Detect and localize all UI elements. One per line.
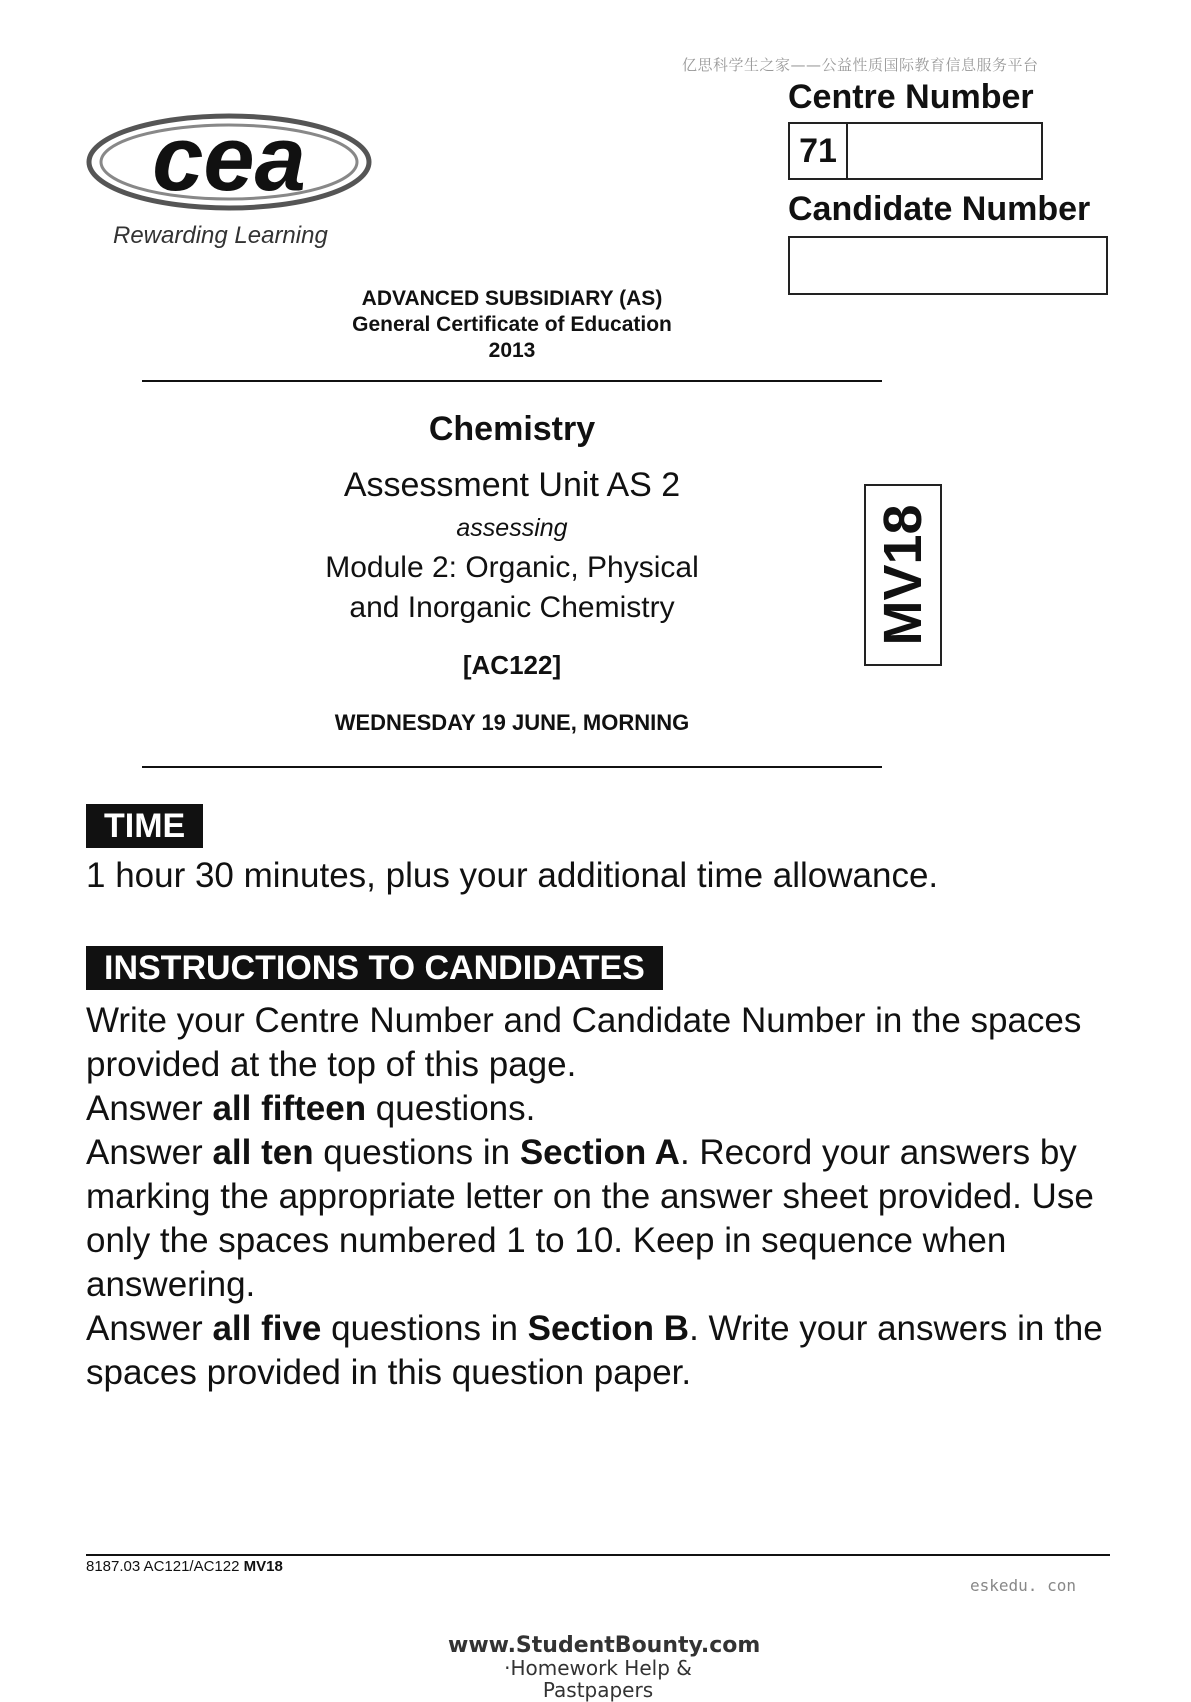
assessing-text: assessing [456,514,568,542]
assessing-label [140,514,884,543]
instruction-2: Answer all fifteen questions. [86,1089,536,1128]
unit-name: Assessment Unit AS 2 [343,466,681,504]
qualification-name: General Certificate of Education [352,313,672,336]
paper-code-text: [AC122] [462,650,562,680]
exam-year: 2013 [488,339,536,362]
eskedu-watermark: eskedu. con [970,1576,1076,1595]
qualification-level: ADVANCED SUBSIDIARY (AS) [361,287,663,310]
unit-title [140,466,884,505]
centre-number-label: Centre Number [788,78,1034,116]
instructions-body [86,999,1116,1395]
candidate-number-label: Candidate Number [788,190,1091,228]
top-watermark: 亿思科学生之家——公益性质国际教育信息服务平台 [682,56,1039,74]
paper-code [140,650,884,681]
side-code-box [864,484,942,666]
studentbounty-watermark [448,1633,761,1702]
logo-tagline: Rewarding Learning [113,222,328,249]
time-text: 1 hour 30 minutes, plus your additional time allowance. [86,856,939,895]
instruction-1: Write your Centre Number and Candidate Number in the spaces provided at the top of this page. [86,1001,1082,1084]
studentbounty-url: www.StudentBounty.com [448,1633,761,1658]
footer-divider [86,1554,1110,1556]
subject-name: Chemistry [428,410,596,448]
studentbounty-sub: ·Homework Help & Pastpapers [504,1656,692,1702]
time-heading: TIME [86,804,203,848]
centre-number-field[interactable] [788,122,1043,180]
instruction-3: Answer all ten questions in Section A. Record your answers by marking the appropriate letter on the answer sheet provided. Use only the spaces numbered 1 to 10. Keep in sequence when answering. [86,1133,1094,1304]
divider-bottom [142,766,882,768]
side-code: MV18 [873,504,933,646]
divider-top [142,380,882,382]
logo-text: cea [152,112,306,210]
qualification-block [140,286,884,364]
instructions-heading: INSTRUCTIONS TO CANDIDATES [86,946,663,990]
exam-date-text: WEDNESDAY 19 JUNE, MORNING [334,710,690,735]
module-line-1: Module 2: Organic, Physical [325,551,699,584]
module-line-2: and Inorganic Chemistry [349,591,675,624]
module-block [140,548,884,628]
footer-code: 8187.03 AC121/AC122 MV18 [86,1558,283,1575]
exam-date [140,710,884,736]
subject-title [140,410,884,449]
instruction-4: Answer all five questions in Section B. Write your answers in the spaces provided in this question paper. [86,1309,1103,1392]
centre-number-prefix: 71 [790,124,848,178]
